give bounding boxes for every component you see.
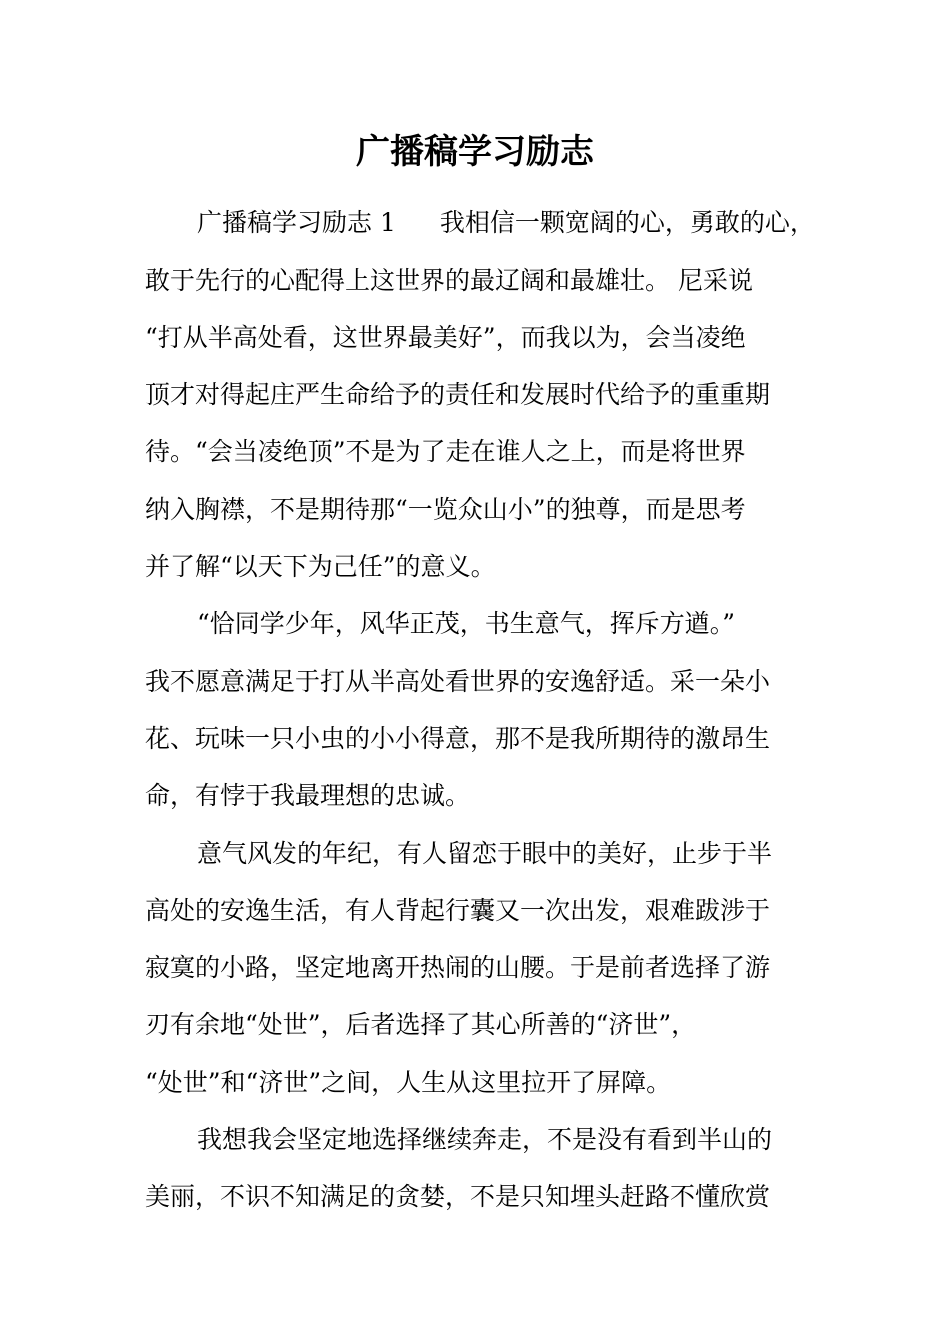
paragraph-line: 我想我会坚定地选择继续奔走，不是没有看到半山的 bbox=[197, 1125, 773, 1154]
paragraph-line: 意气风发的年纪，有人留恋于眼中的美好，止步于半 bbox=[197, 839, 773, 868]
paragraph-line: “打从半高处看，这世界最美好”，而我以为，会当凌绝 bbox=[145, 323, 746, 352]
paragraph-line: 我不愿意满足于打从半高处看世界的安逸舒适。采一朵小 bbox=[145, 667, 771, 696]
paragraph-line: 刃有余地“处世”，后者选择了其心所善的“济世”， bbox=[145, 1010, 697, 1039]
paragraph-line: 敢于先行的心配得上这世界的最辽阔和最雄壮。 尼采说 bbox=[145, 266, 753, 295]
paragraph-line: 寂寞的小路，坚定地离开热闹的山腰。于是前者选择了游 bbox=[145, 953, 771, 982]
paragraph-line: 高处的安逸生活，有人背起行囊又一次出发，艰难跋涉于 bbox=[145, 896, 771, 925]
line-text: 我相信一颗宽阔的心，勇敢的心， bbox=[439, 208, 815, 237]
paragraph-line: 美丽，不识不知满足的贪婪，不是只知埋头赶路不懂欣赏 bbox=[145, 1182, 771, 1211]
document-title: 广播稿学习励志 bbox=[356, 132, 594, 172]
paragraph-line: 并了解“以天下为己任”的意义。 bbox=[145, 552, 496, 581]
paragraph-line: “恰同学少年，风华正茂，书生意气，挥斥方遒。” bbox=[197, 609, 736, 638]
paragraph-line: 待。“会当凌绝顶”不是为了走在谁人之上，而是将世界 bbox=[145, 437, 746, 466]
paragraph-line: 花、玩味一只小虫的小小得意，那不是我所期待的激昂生 bbox=[145, 724, 771, 753]
section-label: 广播稿学习励志 1 bbox=[197, 208, 396, 237]
paragraph-line: 纳入胸襟，不是期待那“一览众山小”的独尊，而是思考 bbox=[145, 495, 746, 524]
paragraph-line: “处世”和“济世”之间，人生从这里拉开了屏障。 bbox=[145, 1068, 672, 1097]
paragraph-line: 顶才对得起庄严生命给予的责任和发展时代给予的重重期 bbox=[145, 380, 771, 409]
paragraph-line: 命，有悖于我最理想的忠诚。 bbox=[145, 781, 471, 810]
paragraph-line bbox=[197, 203, 815, 243]
